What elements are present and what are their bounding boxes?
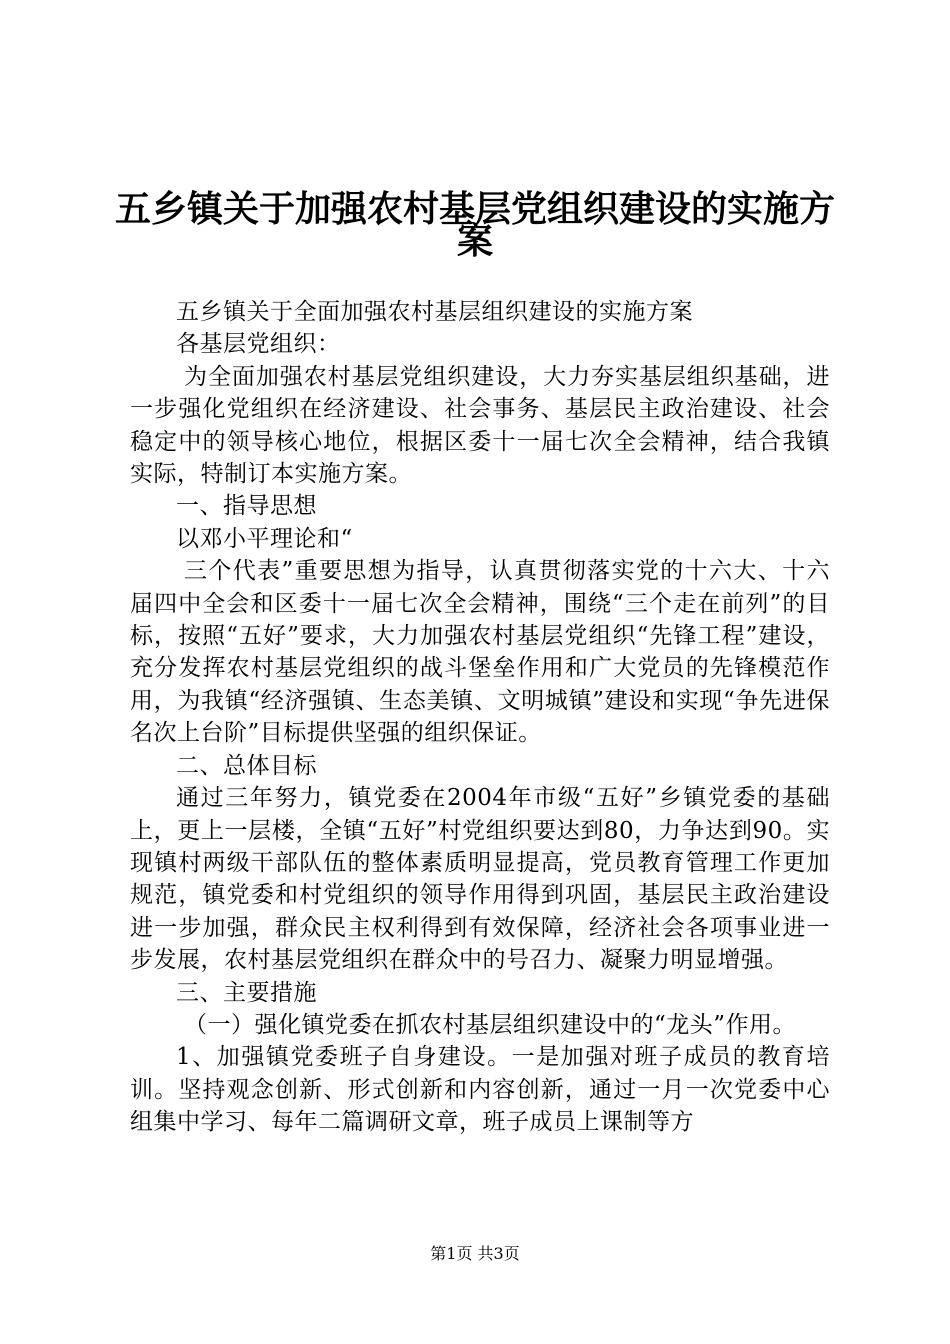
paragraph-subtitle: 五乡镇关于全面加强农村基层组织建设的实施方案: [176, 299, 693, 325]
paragraph-guiding-ideology: 三个代表”重要思想为指导，认真贯彻落实党的十六大、十六届四中全会和区委十一届七次全会精神，围绕“三个走在前列”的目标，按照“五好”要求，大力加强农村基层党组织“先锋工程”建设，充分发挥农村基层党组织的战斗堡垒作用和广大党员的先锋模范作用，为我镇“经济强镇、生态美镇、文明城镇”建设和实现“争先进保名次上台阶”目标提供坚强的组织保证。: [130, 558, 830, 747]
paragraph-intro: 为全面加强农村基层党组织建设，大力夯实基层组织基础，进一步强化党组织在经济建设、社会事务、基层民主政治建设、社会稳定中的领导核心地位，根据区委十一届七次全会精神，结合我镇实际，特制订本实施方案。: [130, 363, 830, 488]
document-title-line-1: 五乡镇关于加强农村基层党组织建设的实施方: [114, 189, 835, 230]
document-body: [130, 296, 830, 1139]
paragraph-measure-1-item-1: 1、加强镇党委班子自身建设。一是加强对班子成员的教育培训。坚持观念创新、形式创新和内容创新，通过一月一次党委中心组集中学习、每年二篇调研文章，班子成员上课制等方: [130, 1044, 830, 1136]
paragraph-measure-1: （一）强化镇党委在抓农村基层组织建设中的“龙头”作用。: [184, 1011, 797, 1038]
paragraph-overall-goals: 通过三年努力，镇党委在2004年市级“五好”乡镇党委的基础上，更上一层楼，全镇“五好”村党组织要达到80，力争达到90。实现镇村两级干部队伍的整体素质明显提高，党员教育管理工作更加规范，镇党委和村党组织的领导作用得到巩固，基层民主政治建设进一步加强，群众民主权利得到有效保障，经济社会各项事业进一步发展，农村基层党组织在群众中的号召力、凝聚力明显增强。: [130, 785, 830, 974]
page-footer: 第1页 共3页: [430, 1244, 520, 1263]
paragraph-salutation: 各基层党组织：: [176, 331, 341, 358]
section-heading-main-measures: 三、主要措施: [176, 979, 317, 1006]
section-heading-overall-goals: 二、总体目标: [176, 752, 317, 779]
document-title-line-2: 案: [456, 221, 493, 262]
paragraph-guiding-ideology-start: 以邓小平理论和“: [176, 525, 353, 552]
section-heading-guiding-ideology: 一、指导思想: [176, 493, 317, 520]
